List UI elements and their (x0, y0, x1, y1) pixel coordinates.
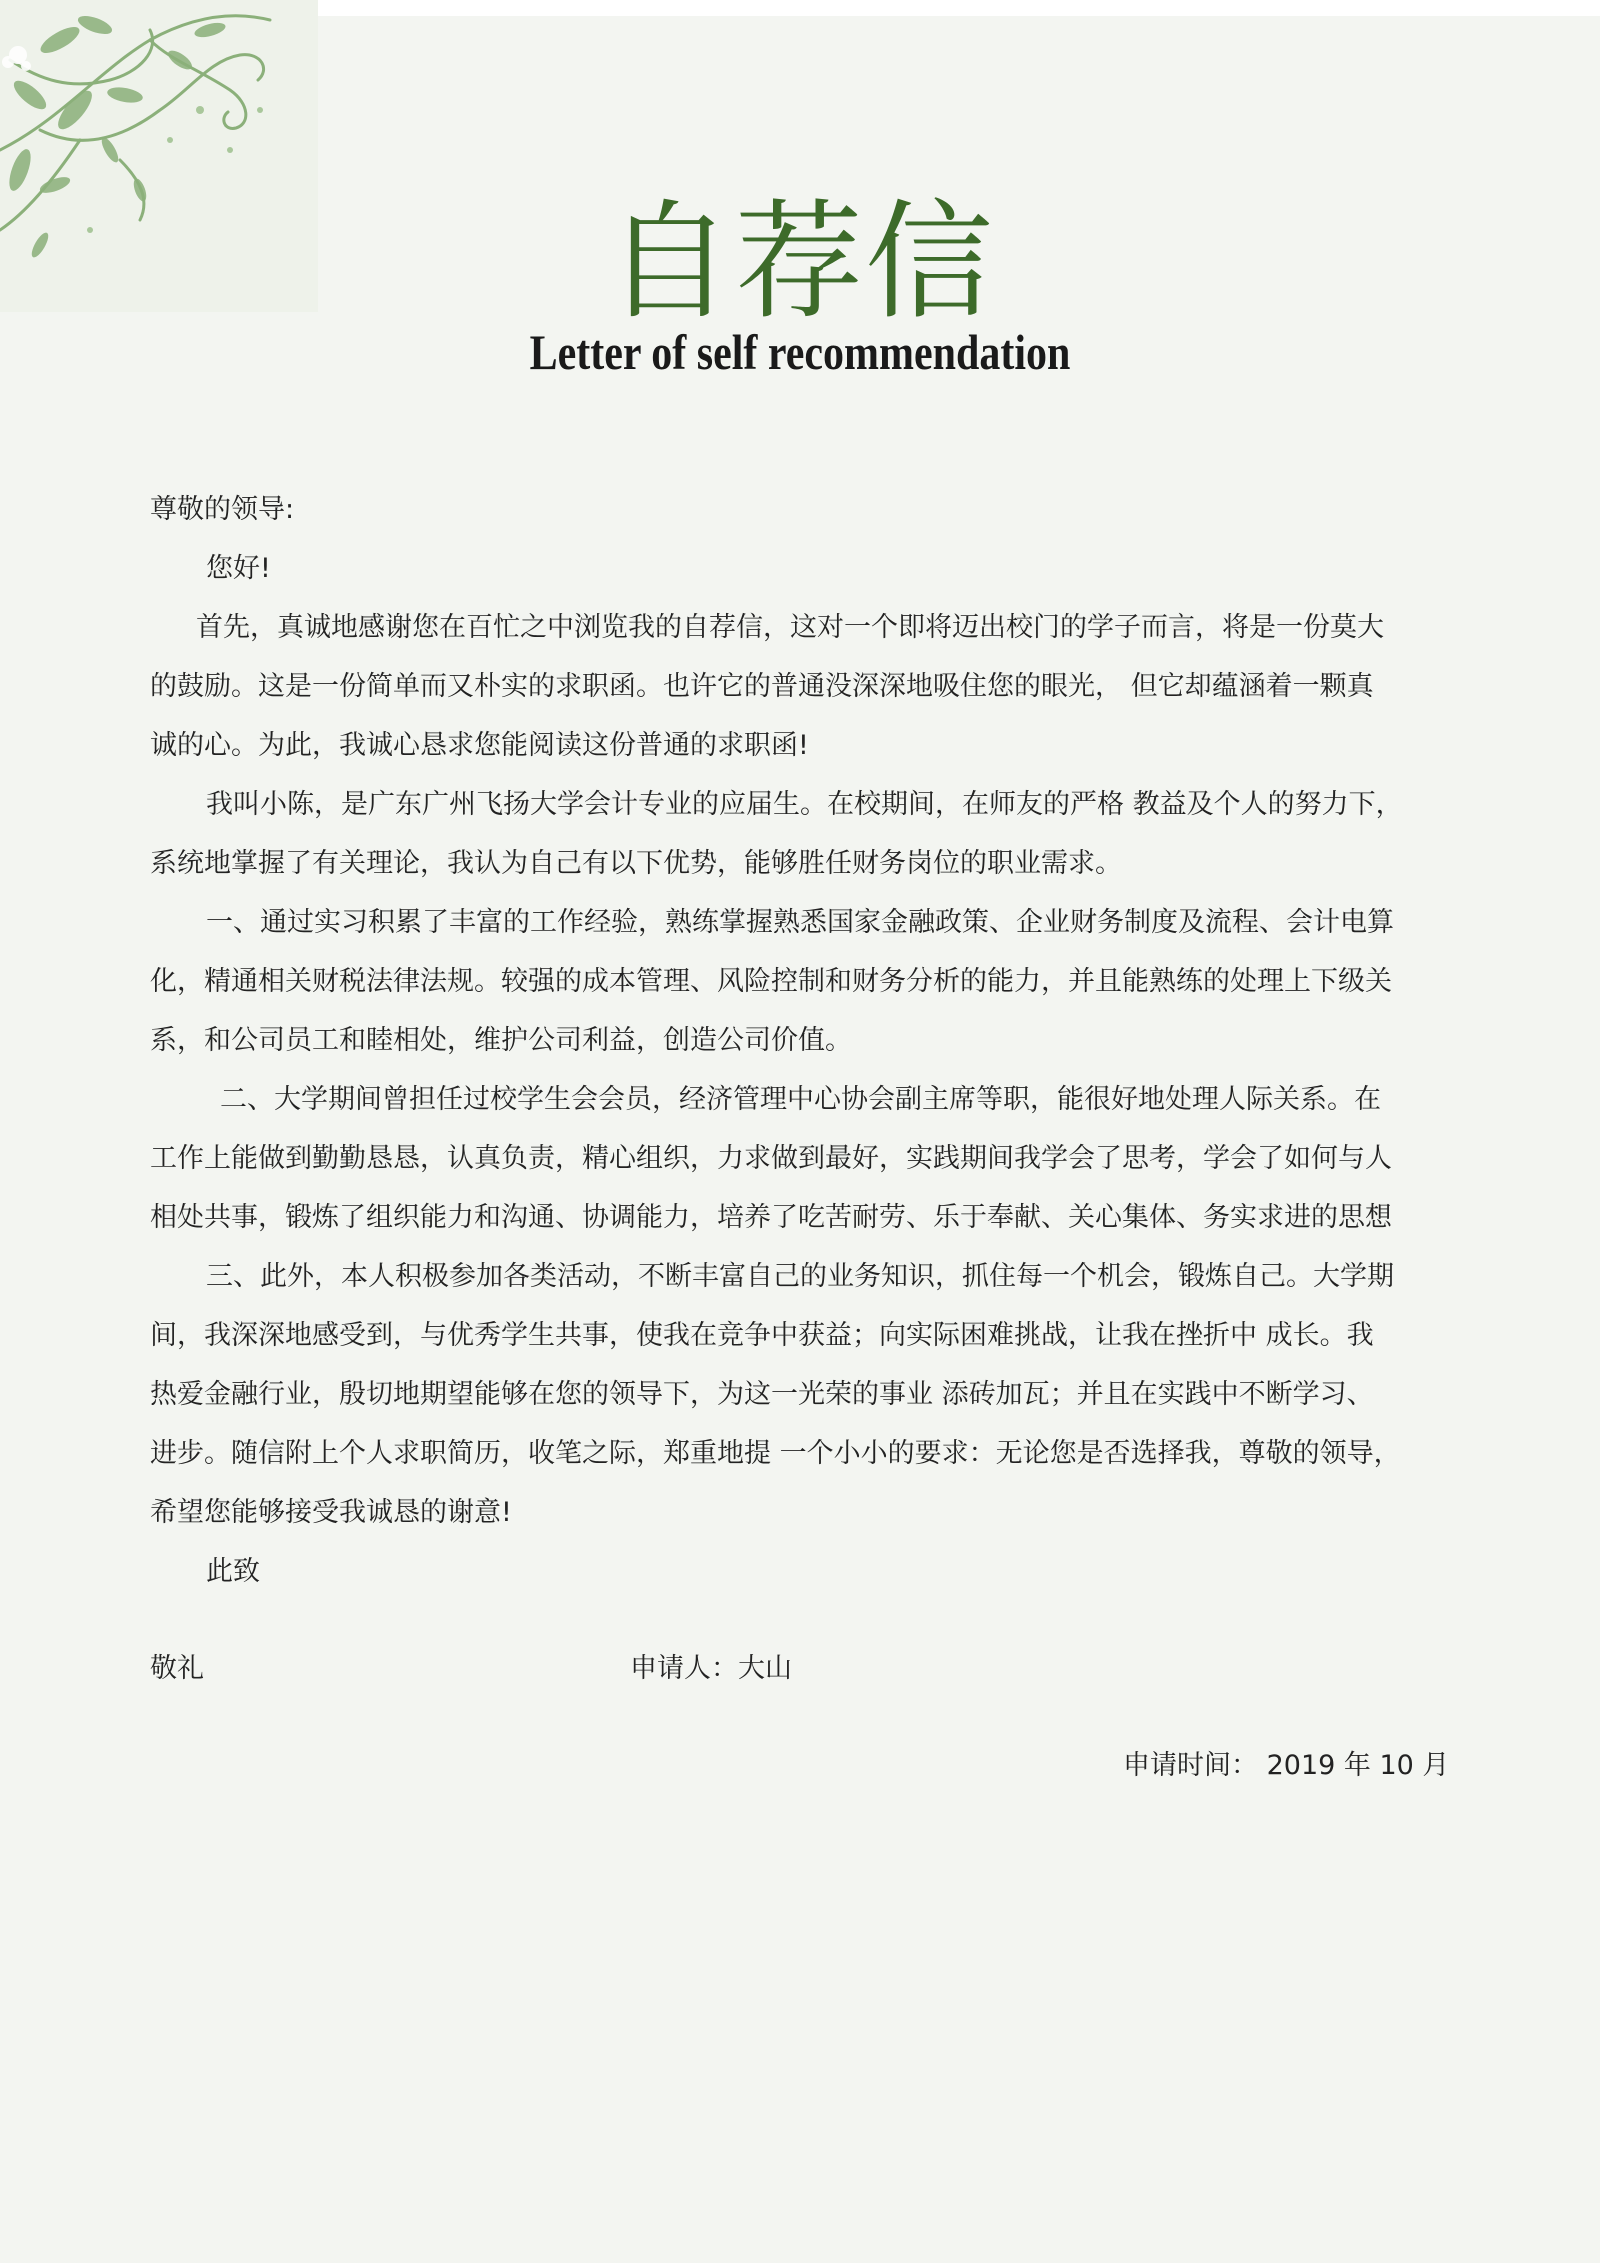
para1-line3: 诚的心。为此，我诚心恳求您能阅读这份普通的求职函! (150, 730, 809, 761)
para2-line2: 系统地掌握了有关理论，我认为自己有以下优势，能够胜任财务岗位的职业需求。 (150, 848, 1122, 879)
greeting: 您好! (206, 553, 271, 584)
para5-line4: 进步。随信附上个人求职简历，收笔之际，郑重地提 一个小小的要求：无论您是否选择我，尊敬的领导， (150, 1438, 1401, 1469)
closing: 此致 (206, 1556, 260, 1587)
para5-line1: 三、此外，本人积极参加各类活动，不断丰富自己的业务知识，抓住每一个机会，锻炼自己。大学期 (206, 1261, 1394, 1292)
para1-line1: 首先，真诚地感谢您在百忙之中浏览我的自荐信，这对一个即将迈出校门的学子而言，将是一份莫大 (196, 612, 1384, 643)
para4-line1: 二、大学期间曾担任过校学生会会员，经济管理中心协会副主席等职，能很好地处理人际关系。在 (220, 1084, 1381, 1115)
top-white-band (318, 0, 1600, 16)
para3-line2: 化，精通相关财税法律法规。较强的成本管理、风险控制和财务分析的能力，并且能熟练的处理上下级关 (150, 966, 1392, 997)
application-date: 申请时间： 2019 年 10 月 (1123, 1750, 1450, 1781)
regards: 敬礼 (150, 1653, 204, 1684)
para1-line2: 的鼓励。这是一份简单而又朴实的求职函。也许它的普通没深深地吸住您的眼光， 但它却蕴涵着一颗真 (150, 671, 1374, 702)
title-english: Letter of self recommendation (529, 324, 1071, 380)
salutation: 尊敬的领导: (150, 494, 295, 525)
para5-line2: 间，我深深地感受到，与优秀学生共事，使我在竞争中获益；向实际困难挑战，让我在挫折中 成长。我 (150, 1320, 1374, 1351)
para5-line3: 热爱金融行业，殷切地期望能够在您的领导下，为这一光荣的事业 添砖加瓦；并且在实践中不断学习、 (150, 1379, 1374, 1410)
applicant: 申请人：大山 (630, 1653, 792, 1684)
title-chinese: 自荐信 (604, 188, 995, 337)
para3-line3: 系，和公司员工和睦相处，维护公司利益，创造公司价值。 (150, 1025, 852, 1056)
para5-line5: 希望您能够接受我诚恳的谢意! (150, 1497, 512, 1528)
para3-line1: 一、通过实习积累了丰富的工作经验，熟练掌握熟悉国家金融政策、企业财务制度及流程、会计电算 (206, 907, 1394, 938)
para4-line2: 工作上能做到勤勤恳恳，认真负责，精心组织，力求做到最好，实践期间我学会了思考，学会了如何与人 (150, 1143, 1392, 1174)
para4-line3: 相处共事，锻炼了组织能力和沟通、协调能力，培养了吃苦耐劳、乐于奉献、关心集体、务实求进的思想 (150, 1202, 1392, 1233)
para2-line1: 我叫小陈，是广东广州飞扬大学会计专业的应届生。在校期间，在师友的严格 教益及个人的努力下， (206, 789, 1403, 820)
